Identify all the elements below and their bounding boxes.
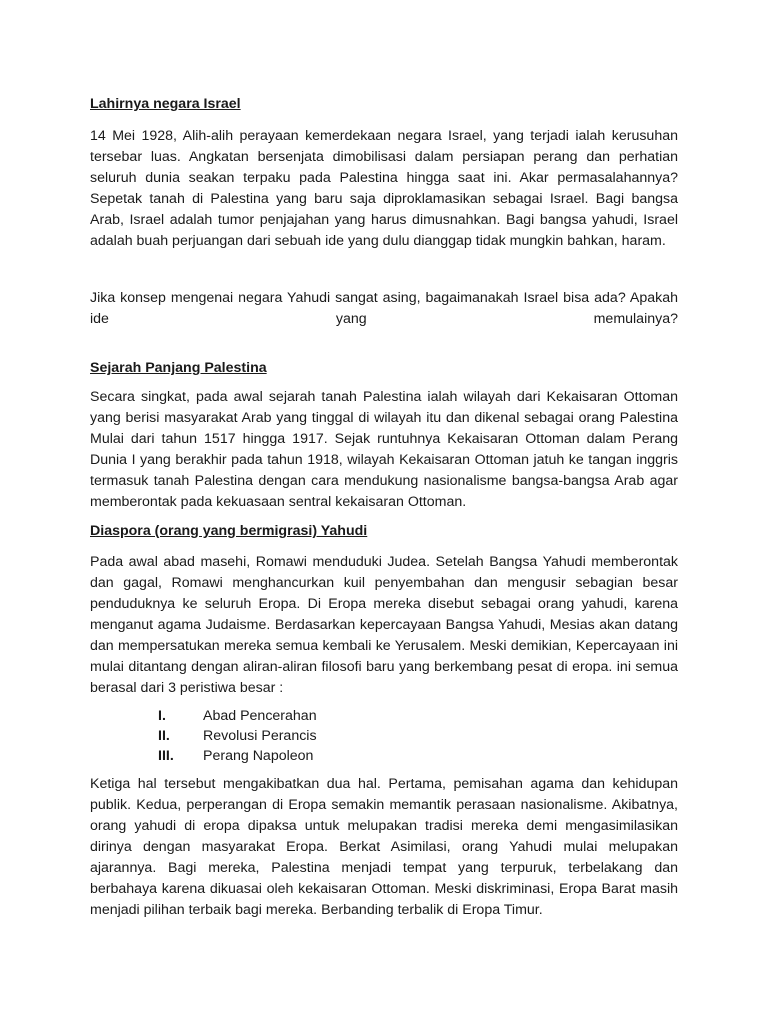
heading-lahirnya-negara-israel: Lahirnya negara Israel	[90, 96, 241, 112]
list-item-number: II.	[158, 728, 170, 744]
events-list	[158, 706, 458, 766]
list-item	[158, 706, 458, 726]
paragraph-palestine-history: Secara singkat, pada awal sejarah tanah Palestina ialah wilayah dari Kekaisaran Ottoman yang berisi masyarakat Arab yang tinggal di wilayah itu dan dikenal sebagai orang Palestina Mulai dari tahun 1517 hingga 1917. Sejak runtuhnya Kekaisaran Ottoman dalam Perang Dunia I yang berakhir pada tahun 1918, wilayah Kekaisaran Ottoman jatuh ke tangan inggris termasuk tanah Palestina dengan cara mendukung nasionalisme bangsa-bangsa Arab agar memberontak pada kekuasaan sentral kekaisaran Ottoman.	[90, 389, 678, 510]
heading-diaspora-yahudi: Diaspora (orang yang bermigrasi) Yahudi	[90, 523, 368, 539]
paragraph-israel-birth: 14 Mei 1928, Alih-alih perayaan kemerdekaan negara Israel, yang terjadi ialah kerusuhan tersebar luas. Angkatan bersenjata dimobilisasi dalam persiapan perang dan perhatian seluruh dunia seakan terpaku pada Palestina hingga saat ini. Akar permasalahannya? Sepetak tanah di Palestina yang baru saja diproklamasikan sebagai Israel. Bagi bangsa Arab, Israel adalah tumor penjajahan yang harus dimusnahkan. Bagi bangsa yahudi, Israel adalah buah perjuangan dari sebuah ide yang dulu dianggap tidak mungkin bahkan, haram.	[90, 128, 678, 249]
list-item-text: Abad Pencerahan	[203, 708, 317, 724]
list-item-text: Revolusi Perancis	[203, 728, 317, 744]
paragraph-consequences: Ketiga hal tersebut mengakibatkan dua hal. Pertama, pemisahan agama dan kehidupan publik. Kedua, perperangan di Eropa semakin memantik perasaan nasionalisme. Akibatnya, orang yahudi di eropa dipaksa untuk melupakan tradisi mereka demi mengasimilasikan dirinya dengan masyarakat Eropa. Berkat Asimilasi, orang Yahudi mulai melupakan ajarannya. Bagi mereka, Palestina menjadi tempat yang terpuruk, terbelakang dan berbahaya karena dikuasai oleh kekaisaran Ottoman. Meski diskriminasi, Eropa Barat masih menjadi pilihan terbaik bagi mereka. Berbanding terbalik di Eropa Timur.	[90, 776, 678, 918]
list-item	[158, 726, 458, 746]
paragraph-question: Jika konsep mengenai negara Yahudi sangat asing, bagaimanakah Israel bisa ada? Apakah ide yang memulainya?	[90, 290, 678, 327]
heading-sejarah-panjang-palestina: Sejarah Panjang Palestina	[90, 360, 267, 376]
list-item	[158, 746, 458, 766]
paragraph-diaspora: Pada awal abad masehi, Romawi menduduki Judea. Setelah Bangsa Yahudi memberontak dan gagal, Romawi menghancurkan kuil penyembahan dan mengusir sebagian besar penduduknya ke seluruh Eropa. Di Eropa mereka disebut sebagai orang yahudi, karena menganut agama Judaisme. Berdasarkan kepercayaan Bangsa Yahudi, Mesias akan datang dan mempersatukan mereka semua kembali ke Yerusalem. Meski demikian, Kepercayaan ini mulai ditantang dengan aliran-aliran filosofi baru yang berkembang pesat di eropa. ini semua berasal dari 3 peristiwa besar :	[90, 554, 678, 696]
list-item-number: III.	[158, 748, 174, 764]
list-item-text: Perang Napoleon	[203, 748, 314, 764]
list-item-number: I.	[158, 708, 166, 724]
